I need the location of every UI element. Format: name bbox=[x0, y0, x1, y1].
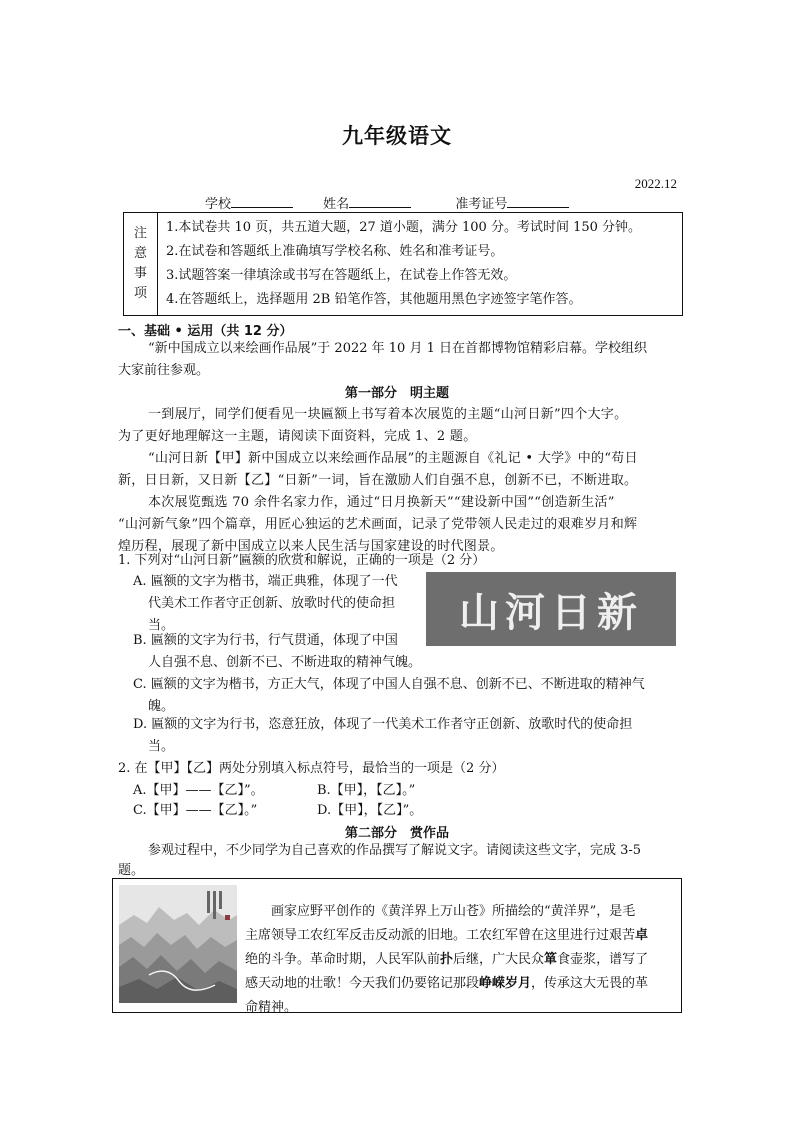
reading-line: 本次展览甄选 70 余件名家力作，通过“日月换新天”“建设新中国”“创造新生活” bbox=[148, 495, 615, 510]
emphasized-char: 扑 bbox=[440, 952, 454, 967]
reading-line: 煌历程，展现了新中国成立以来人民生活与国家建设的时代图景。 bbox=[118, 539, 504, 554]
notice-item: 1.本试卷共 10 页，共五道大题，27 道小题，满分 100 分。考试时间 150 分钟。 bbox=[166, 220, 642, 235]
reading-line: 新，日日新，又日新【乙】“日新”一词，旨在激励人们自强不息，创新不已，不断进取。 bbox=[118, 473, 638, 488]
q1-option-a-cont: 代美术工作者守正创新、放歌时代的使命担 bbox=[148, 596, 396, 611]
q2-option-c: C.【甲】——【乙】。” bbox=[133, 803, 258, 818]
q1-option-a: A. 匾额的文字为楷书，端正典雅，体现了一代 bbox=[133, 574, 398, 589]
q1-option-c-cont: 魄。 bbox=[148, 699, 175, 714]
part1-title: 第一部分 明主题 bbox=[344, 386, 449, 401]
q1-option-d: D. 匾额的文字为行书，恣意狂放，体现了一代美术工作者守正创新、放歌时代的使命担 bbox=[133, 717, 633, 732]
plaque-text: 山河日新 bbox=[459, 588, 643, 636]
q2-option-d: D.【甲】，【乙】”。 bbox=[317, 803, 423, 818]
q2-option-b: B.【甲】，【乙】。” bbox=[317, 783, 416, 798]
reading-line: “山河新气象”四个篇章，用匠心独运的艺术画面，记录了党带领人民走过的艰难岁月和辉 bbox=[118, 517, 638, 532]
notice-item: 2.在试卷和答题纸上准确填写学校名称、姓名和准考证号。 bbox=[166, 244, 504, 259]
desc-line: 命精神。 bbox=[245, 1000, 298, 1015]
name-label: 姓名 bbox=[323, 197, 350, 212]
landscape-painting bbox=[119, 885, 237, 1003]
reading-line: 为了更好地理解这一主题，请阅读下面资料，完成 1、2 题。 bbox=[118, 429, 477, 444]
name-blank bbox=[349, 195, 411, 208]
school-label: 学校 bbox=[205, 197, 232, 212]
exam-id-label: 准考证号 bbox=[455, 197, 508, 212]
notice-label: 注 意 事 项 bbox=[124, 213, 158, 315]
q2-stem: 2. 在【甲】【乙】两处分别填入标点符号，最恰当的一项是（2 分） bbox=[118, 761, 505, 776]
part2-title: 第二部分 赏作品 bbox=[344, 826, 449, 841]
q1-stem: 1. 下列对“山河日新”匾额的欣赏和解说，正确的一项是（2 分） bbox=[118, 553, 486, 568]
intro-line: “新中国成立以来绘画作品展”于 2022 年 10 月 1 日在首都博物馆精彩启幕。学校组织 bbox=[148, 341, 647, 356]
section-title: 一、基础 • 运用（共 12 分） bbox=[118, 324, 293, 339]
q1-option-b: B. 匾额的文字为行书，行气贯通，体现了中国 bbox=[133, 633, 398, 648]
school-blank bbox=[231, 195, 293, 208]
emphasized-char: 卓 bbox=[635, 928, 649, 943]
q1-option-b-cont: 人自强不息、创新不已、不断进取的精神气魄。 bbox=[148, 655, 422, 670]
notice-item: 3.试题答案一律填涂或书写在答题纸上，在试卷上作答无效。 bbox=[166, 268, 517, 283]
notice-item: 4.在答题纸上，选择题用 2B 铅笔作答，其他题用黑色字迹签字笔作答。 bbox=[166, 292, 582, 307]
notice-box bbox=[123, 212, 683, 316]
reading-line: “山河日新【甲】新中国成立以来绘画作品展”的主题源自《礼记 • 大学》中的“苟日 bbox=[148, 451, 638, 466]
exam-date: 2022.12 bbox=[634, 176, 677, 191]
artwork-box bbox=[112, 878, 682, 1013]
intro-line: 大家前往参观。 bbox=[118, 363, 210, 378]
plaque-image bbox=[426, 572, 676, 646]
desc-line: 主席领导工农红军反击反动派的旧地。工农红军曾在这里进行过艰苦卓 bbox=[245, 928, 649, 943]
student-info-row bbox=[205, 193, 569, 212]
emphasized-phrase: 峥嵘岁月 bbox=[479, 976, 532, 991]
desc-line: 绝的斗争。革命时期，人民军队前扑后继，广大民众箪食壶浆，谱写了 bbox=[245, 952, 649, 967]
q1-option-c: C. 匾额的文字为楷书，方正大气，体现了中国人自强不息、创新不已、不断进取的精神气 bbox=[133, 677, 645, 692]
emphasized-char: 箪 bbox=[544, 952, 558, 967]
reading-line: 一到展厅，同学们便看见一块匾额上书写着本次展览的主题“山河日新”四个大字。 bbox=[148, 407, 628, 422]
desc-line: 感天动地的壮歌！今天我们仍要铭记那段峥嵘岁月，传承这大无畏的革 bbox=[245, 976, 649, 991]
q1-option-d-cont: 当。 bbox=[148, 739, 175, 754]
desc-line: 画家应野平创作的《黄洋界上万山苍》所描绘的“黄洋界”，是毛 bbox=[271, 904, 636, 919]
page-title: 九年级语文 bbox=[342, 124, 452, 148]
q2-option-a: A.【甲】——【乙】”。 bbox=[133, 783, 264, 798]
artwork-description bbox=[245, 900, 675, 1020]
exam-id-blank bbox=[507, 195, 569, 208]
notice-items bbox=[166, 216, 641, 312]
q1-option-a-cont: 当。 bbox=[148, 618, 175, 633]
part2-intro: 参观过程中，不少同学为自己喜欢的作品撰写了解说文字。请阅读这些文字，完成 3-5 bbox=[148, 843, 642, 858]
part2-intro: 题。 bbox=[118, 863, 145, 878]
